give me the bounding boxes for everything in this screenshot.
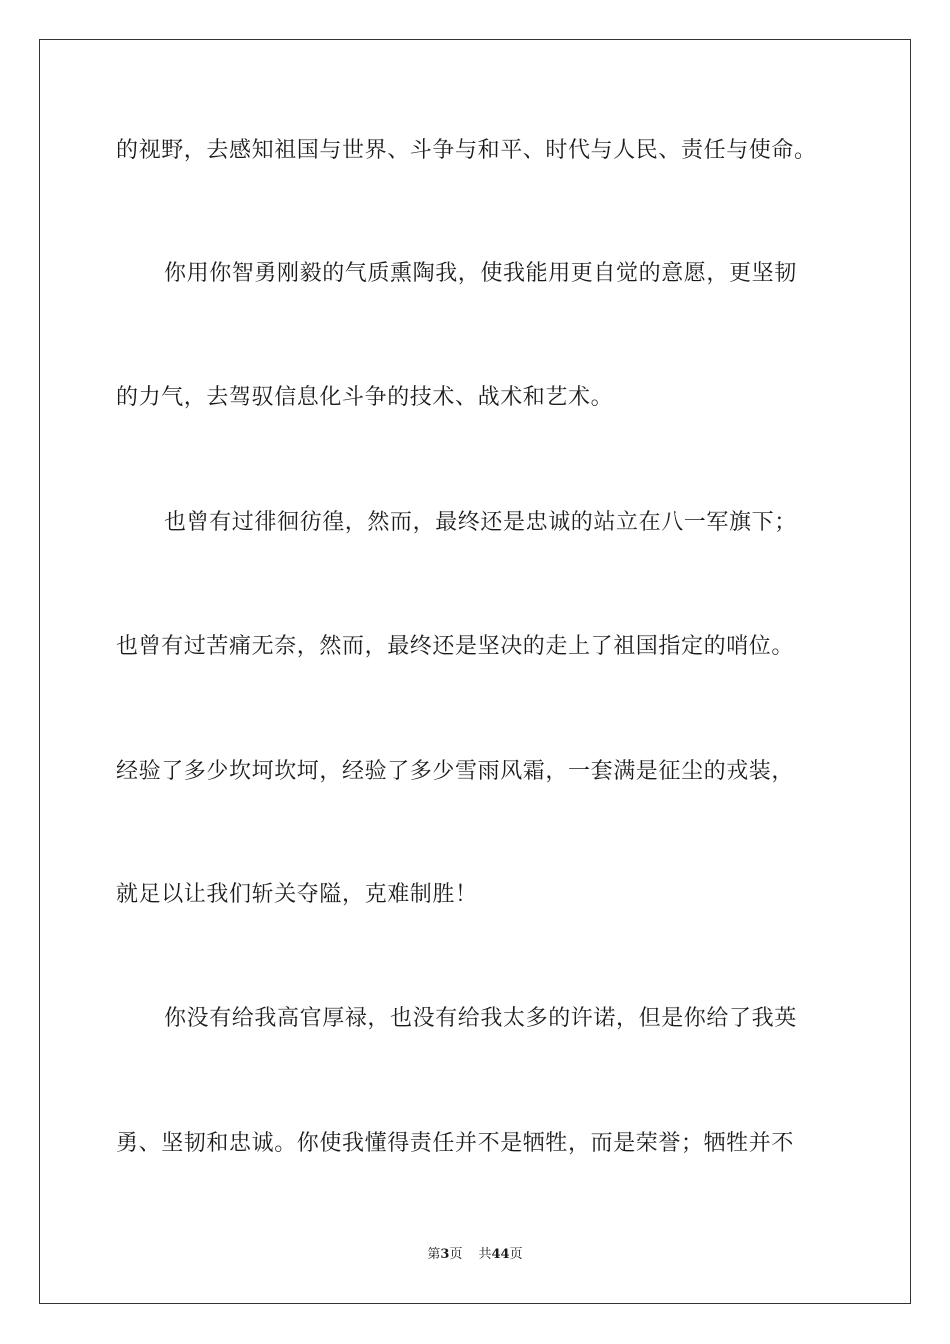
page-number: 3 — [440, 1247, 450, 1262]
text-line-9: 勇、坚韧和忠诚。你使我懂得责任并不是牺牲，而是荣誉；牺牲并不 — [116, 1131, 795, 1156]
text-line-1: 的视野，去感知祖国与世界、斗争与和平、时代与人民、责任与使命。 — [116, 138, 817, 163]
page-label-suffix: 页 — [449, 1247, 463, 1262]
text-line-6: 经验了多少坎坷坎坷，经验了多少雪雨风霜，一套满是征尘的戎装， — [116, 759, 795, 784]
text-line-2: 你用你智勇刚毅的气质熏陶我，使我能用更自觉的意愿，更坚韧 — [164, 261, 797, 286]
text-line-4: 也曾有过徘徊彷徨，然而，最终还是忠诚的站立在八一军旗下； — [164, 510, 797, 535]
page-border — [39, 39, 911, 1304]
text-line-3: 的力气，去驾驭信息化斗争的技术、战术和艺术。 — [116, 385, 614, 410]
total-label-prefix: 共 — [478, 1247, 492, 1262]
page-footer — [0, 1246, 950, 1264]
text-line-5: 也曾有过苦痛无奈，然而，最终还是坚决的走上了祖国指定的哨位。 — [116, 634, 795, 659]
text-line-7: 就足以让我们斩关夺隘，克难制胜！ — [116, 882, 478, 907]
total-label-suffix: 页 — [509, 1247, 523, 1262]
page-label-prefix: 第 — [427, 1247, 441, 1262]
text-line-8: 你没有给我高官厚禄，也没有给我太多的许诺，但是你给了我英 — [164, 1006, 797, 1031]
total-pages: 44 — [491, 1247, 510, 1262]
